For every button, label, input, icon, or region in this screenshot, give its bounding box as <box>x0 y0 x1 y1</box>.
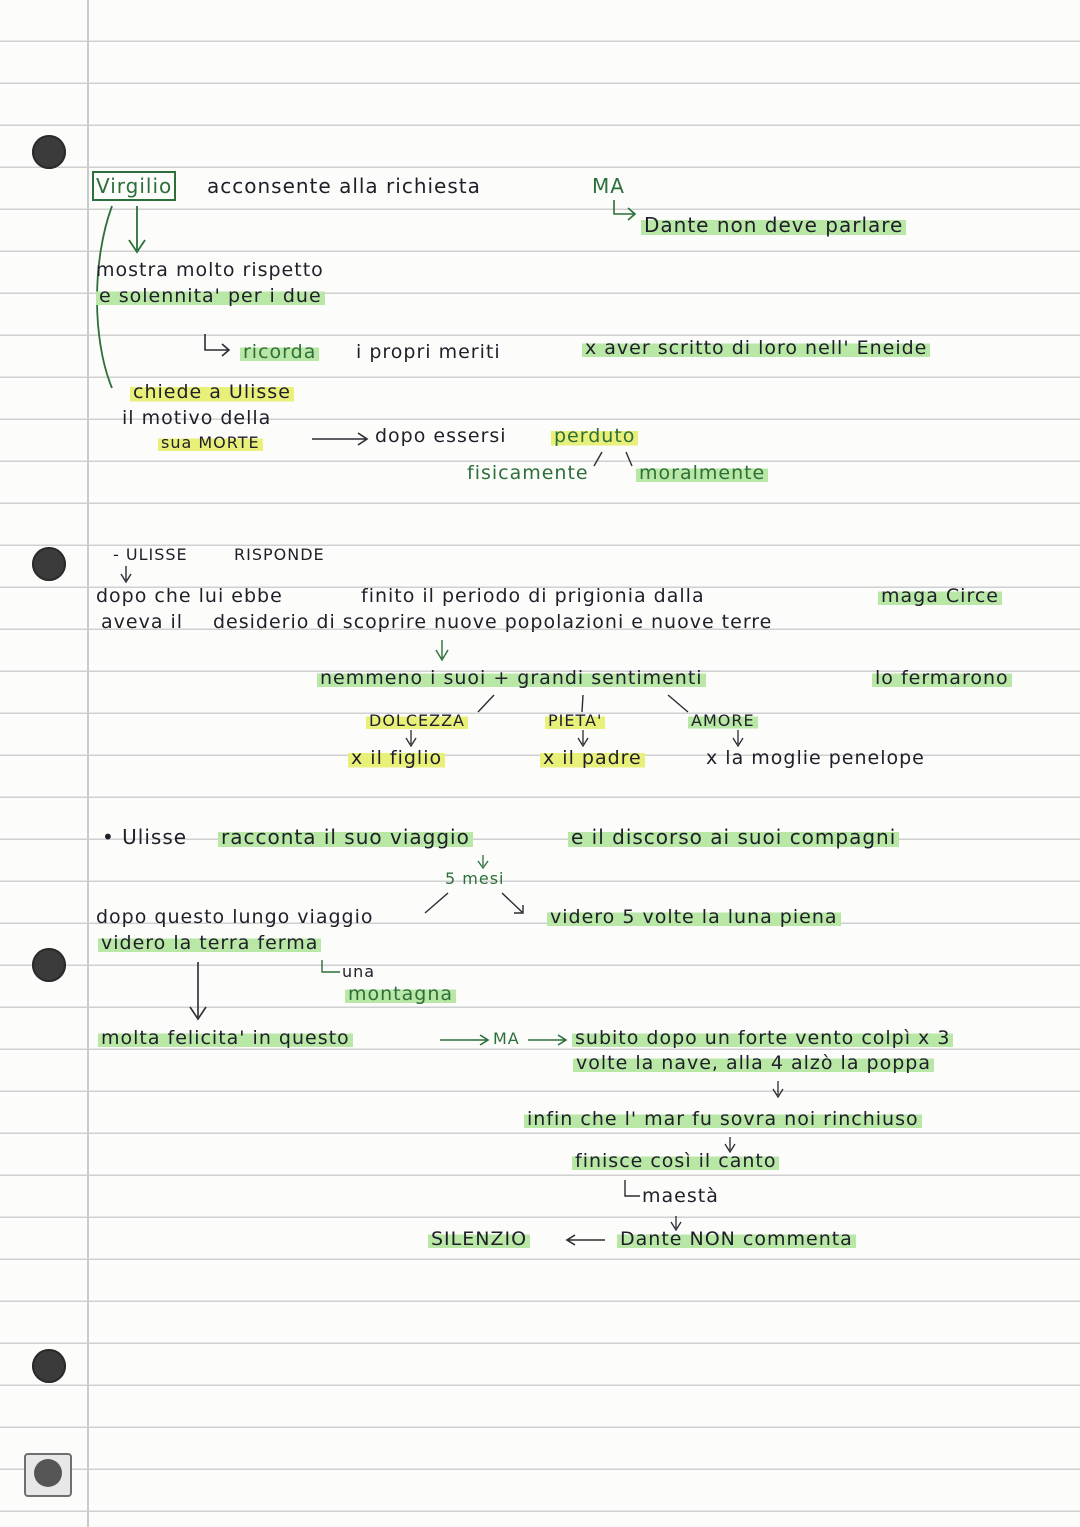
highlight: Dante non deve parlare <box>641 213 906 237</box>
highlight: maga Circe <box>878 585 1002 607</box>
note-aver-scritto <box>582 338 930 359</box>
note-mostra-rispetto: mostra molto rispetto <box>96 259 324 281</box>
note-dopo-questo: dopo questo lungo viaggio <box>96 906 374 928</box>
note-finito-periodo: finito il periodo di prigionia dalla <box>361 585 705 607</box>
note-molta-felicita <box>98 1028 353 1049</box>
highlight: AMORE <box>688 711 758 730</box>
note-nemmeno <box>317 668 706 689</box>
highlight: molta felicita' in questo <box>98 1027 353 1049</box>
note-dopo-essersi: dopo essersi <box>375 425 507 447</box>
note-subito-dopo <box>572 1028 953 1049</box>
note-silenzio <box>428 1229 530 1250</box>
note-dante-non-commenta <box>617 1229 856 1250</box>
note-acconsente: acconsente alla richiesta <box>207 174 481 198</box>
highlight: nemmeno i suoi + grandi sentimenti <box>317 667 706 689</box>
note-dante-non-deve-parlare <box>641 214 906 236</box>
highlight: videro la terra ferma <box>98 932 321 954</box>
note-terra-ferma <box>98 933 321 954</box>
note-ma-2: MA <box>493 1029 520 1048</box>
highlight: sua MORTE <box>158 433 263 452</box>
note-ulisse-heading: - ULISSE <box>113 545 188 564</box>
note-amore <box>688 712 758 730</box>
highlight: perduto <box>551 425 638 447</box>
highlight: x il padre <box>540 747 645 769</box>
note-montagna <box>345 984 456 1005</box>
highlight: ricorda <box>240 341 319 363</box>
note-risponde: RISPONDE <box>234 545 325 564</box>
highlight: videro 5 volte la luna piena <box>547 906 841 928</box>
highlight: x il figlio <box>348 747 445 769</box>
note-ulisse-bullet: • Ulisse <box>102 825 188 849</box>
note-maga-circe <box>878 586 1002 607</box>
note-volte-la-nave <box>573 1053 934 1074</box>
note-propri-meriti: i propri meriti <box>356 341 501 363</box>
note-chiede-ulisse <box>130 382 294 403</box>
highlight: DOLCEZZA <box>366 711 468 730</box>
note-ma: MA <box>592 174 625 198</box>
note-padre <box>540 748 645 769</box>
highlight: montagna <box>345 983 456 1005</box>
highlight: lo fermarono <box>872 667 1012 689</box>
highlight: PIETA' <box>545 711 605 730</box>
note-motivo: il motivo della <box>122 407 272 429</box>
note-sua-morte <box>158 434 263 452</box>
note-moralmente <box>636 463 768 484</box>
note-solennita <box>96 286 325 307</box>
note-maesta: maestà <box>642 1185 719 1207</box>
note-aveva-il: aveva il <box>101 611 184 633</box>
highlight: infin che l' mar fu sovra noi rinchiuso <box>524 1108 922 1130</box>
note-virgilio: Virgilio <box>96 174 173 198</box>
note-videro-luna <box>547 907 841 928</box>
note-finisce-canto <box>572 1151 779 1172</box>
note-racconta-viaggio <box>218 826 473 848</box>
note-pieta <box>545 712 605 730</box>
note-dolcezza <box>366 712 468 730</box>
note-figlio <box>348 748 445 769</box>
note-desiderio: desiderio di scoprire nuove popolazioni e nuove terre <box>213 611 773 633</box>
note-dopo-che: dopo che lui ebbe <box>96 585 283 607</box>
highlight: subito dopo un forte vento colpì x 3 <box>572 1027 953 1049</box>
note-infin-che <box>524 1109 922 1130</box>
highlight: x aver scritto di loro nell' Eneide <box>582 337 930 359</box>
highlight: finisce così il canto <box>572 1150 779 1172</box>
highlight: volte la nave, alla 4 alzò la poppa <box>573 1052 934 1074</box>
note-moglie: x la moglie penelope <box>706 747 925 769</box>
note-fisicamente: fisicamente <box>467 462 589 484</box>
note-ricorda <box>240 342 319 363</box>
note-perduto <box>551 426 638 447</box>
note-discorso-compagni <box>568 826 899 848</box>
note-5-mesi: 5 mesi <box>445 869 505 888</box>
highlight: e solennita' per i due <box>96 285 325 307</box>
note-una: una <box>342 962 376 981</box>
highlight: racconta il suo viaggio <box>218 825 473 849</box>
highlight: e il discorso ai suoi compagni <box>568 825 899 849</box>
highlight: Dante NON commenta <box>617 1228 856 1250</box>
note-lo-fermarono <box>872 668 1012 689</box>
highlight: SILENZIO <box>428 1228 530 1250</box>
highlight: chiede a Ulisse <box>130 381 294 403</box>
highlight: moralmente <box>636 462 768 484</box>
